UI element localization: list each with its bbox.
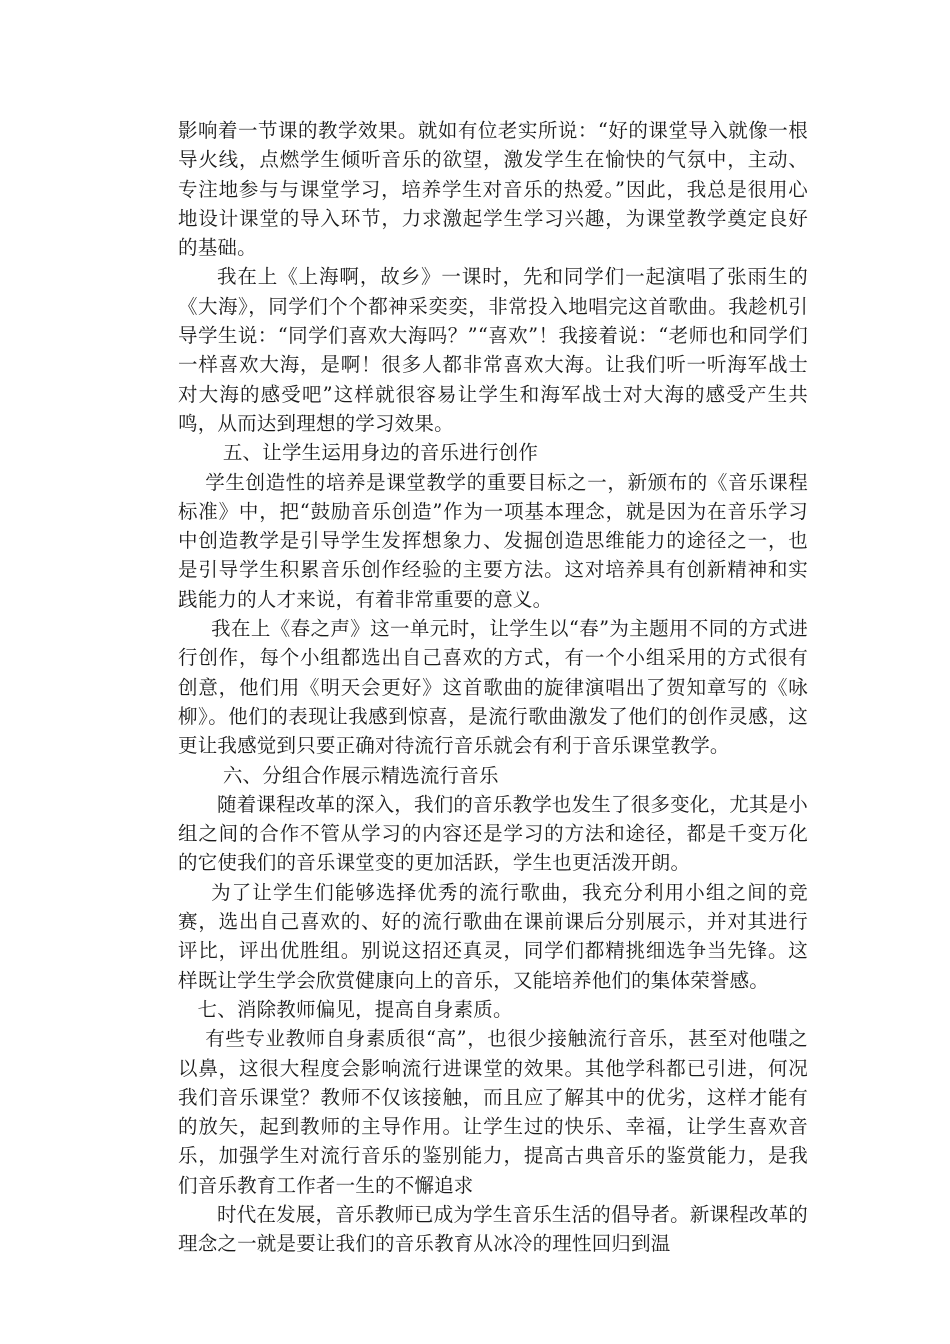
paragraph-group-cooperation: 随着课程改革的深入，我们的音乐教学也发生了很多变化，尤其是小组之间的合作不管从学习的内容还是学习的方法和途径，都是千变万化的它使我们的音乐课堂变的更加活跃，学生也更活泼开朗。 [178, 792, 809, 875]
paragraph-teacher-bias: 有些专业教师自身素质很“高”，也很少接触流行音乐，甚至对他嗤之以鼻，这很大程度会影响流行进课堂的效果。其他学科都已引进，何况我们音乐课堂？教师不仅该接触，而且应了解其中的优劣，这样才能有的放矢，起到教师的主导作用。让学生过的快乐、幸福，让学生喜欢音乐，加强学生对流行音乐的鉴别能力，提高古典音乐的鉴赏能力，是我们音乐教育工作者一生的不懈追求 [178, 1027, 808, 1197]
section-heading-6: 六、分组合作展示精选流行音乐 [222, 763, 499, 787]
section-heading-5: 五、让学生运用身边的音乐进行创作 [222, 441, 539, 465]
paragraph-spring-unit: 我在上《春之声》这一单元时，让学生以“春”为主题用不同的方式进行创作，每个小组都选出自己喜欢的方式，有一个小组采用的方式很有创意，他们用《明天会更好》这首歌曲的旋律演唱出了贺知章写的《咏柳》。他们的表现让我感到惊喜，是流行歌曲激发了他们的创作灵感，这更让我感觉到只要正确对待流行音乐就会有利于音乐课堂教学。 [178, 617, 808, 758]
paragraph-shanghai-lesson: 我在上《上海啊，故乡》一课时，先和同学们一起演唱了张雨生的《大海》，同学们个个都神采奕奕，非常投入地唱完这首歌曲。我趁机引导学生说：“同学们喜欢大海吗？”“喜欢”！我接着说：“老师也和同学们一样喜欢大海，是啊！很多人都非常喜欢大海。让我们听一听海军战士对大海的感受吧”这样就很容易让学生和海军战士对大海的感受产生共鸣，从而达到理想的学习效果。 [178, 265, 808, 435]
paragraph-intro-continued: 影响着一节课的教学效果。就如有位老实所说：“好的课堂导入就像一根导火线，点燃学生倾听音乐的欲望，激发学生在愉快的气氛中，主动、专注地参与与课堂学习，培养学生对音乐的热爱。”因此，我总是很用心地设计课堂的导入环节，力求激起学生学习兴趣，为课堂教学奠定良好的基础。 [178, 119, 808, 260]
paragraph-creativity: 学生创造性的培养是课堂教学的重要目标之一，新颁布的《音乐课程标准》中，把“鼓励音乐创造”作为一项基本理念，就是因为在音乐学习中创造教学是引导学生发挥想象力、发掘创造思维能力的途径之一，也是引导学生积累音乐创作经验的主要方法。这对培养具有创新精神和实践能力的人才来说，有着非常重要的意义。 [178, 470, 808, 611]
paragraph-song-competition: 为了让学生们能够选择优秀的流行歌曲，我充分利用小组之间的竞赛，选出自己喜欢的、好的流行歌曲在课前课后分别展示，并对其进行评比，评出优胜组。别说这招还真灵，同学们都精挑细选争当先锋。这样既让学生学会欣赏健康向上的音乐，又能培养他们的集体荣誉感。 [178, 880, 808, 992]
document-page [178, 116, 808, 1259]
paragraph-times-developing: 时代在发展，音乐教师已成为学生音乐生活的倡导者。新课程改革的理念之一就是要让我们的音乐教育从冰冷的理性回归到温 [178, 1202, 809, 1256]
section-heading-7: 七、消除教师偏见，提高自身素质。 [197, 997, 513, 1021]
